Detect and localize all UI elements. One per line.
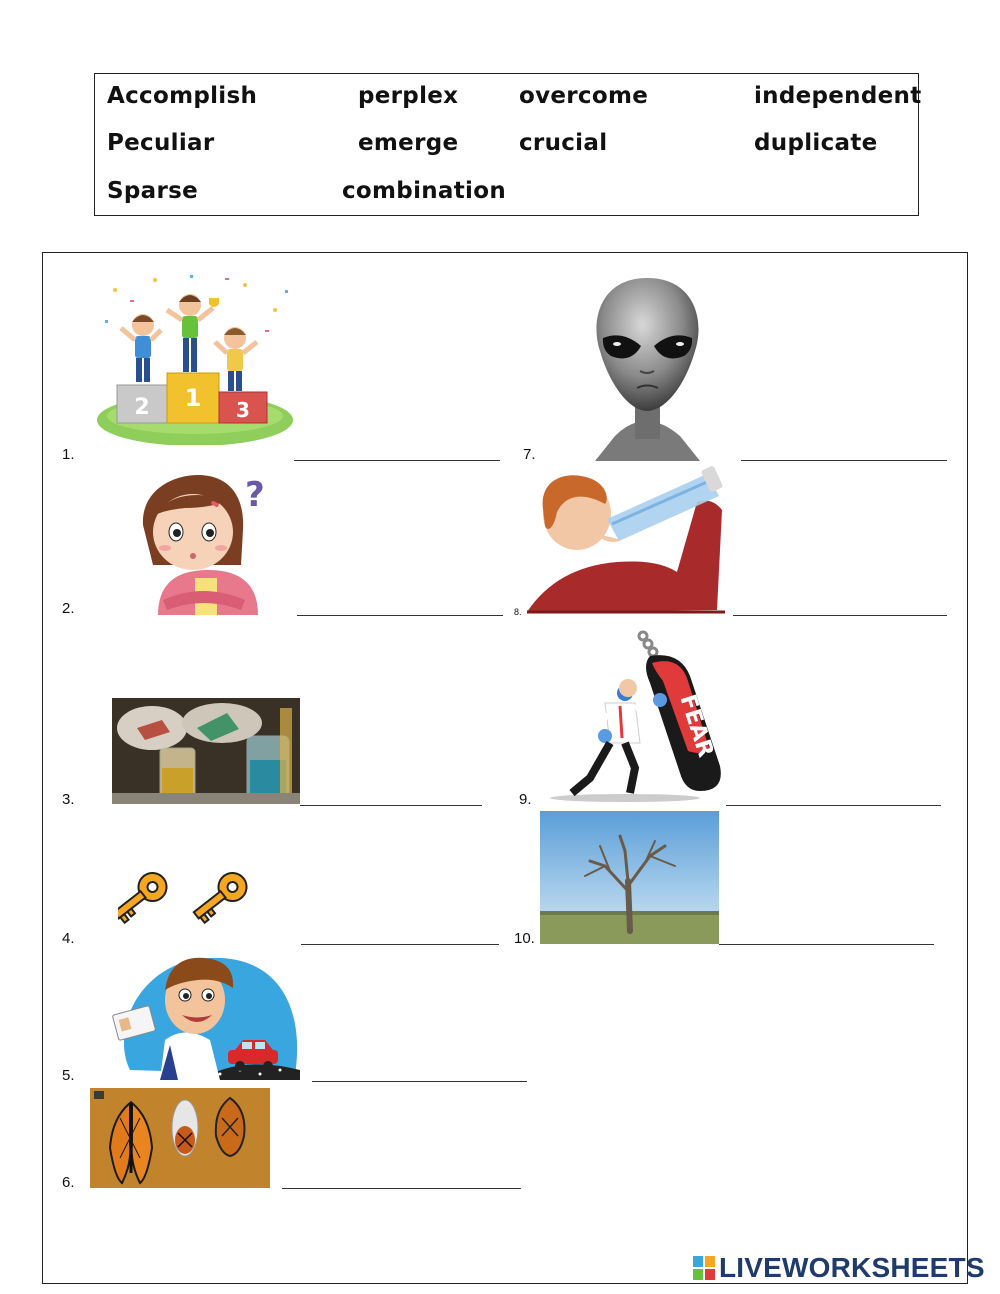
word-bank-word: perplex [358,83,459,109]
word-bank-word: independent [754,83,922,109]
picture-man-punching-fear-bag [550,628,730,803]
answer-line-8[interactable] [733,615,947,616]
word-bank-word: overcome [519,83,649,109]
picture-butterflies-emerging [90,1088,270,1188]
picture-confused-girl [133,470,278,615]
answer-line-6[interactable] [282,1188,521,1189]
item-number: 7. [523,446,536,463]
answer-line-2[interactable] [297,615,503,616]
item-number: 10. [514,930,535,947]
word-bank-word: combination [342,178,506,204]
podium-number: 3 [236,398,250,422]
item-number: 9. [519,791,532,808]
picture-two-keys [118,872,273,940]
word-bank-word: crucial [519,130,608,156]
podium-number: 2 [134,395,150,420]
item-number: 1. [62,446,75,463]
svg-text:?: ? [245,475,265,515]
answer-line-9[interactable] [726,805,941,806]
item-number: 5. [62,1067,75,1084]
answer-line-5[interactable] [312,1081,527,1082]
item-number: 6. [62,1174,75,1191]
picture-children-on-podium [95,270,295,445]
word-bank-word: emerge [358,130,459,156]
answer-line-1[interactable] [294,460,500,461]
item-number: 3. [62,791,75,808]
liveworksheets-logo [693,1252,985,1284]
word-bank [94,73,922,216]
item-number: 8. [514,607,522,617]
item-number: 4. [62,930,75,947]
podium-number: 1 [184,384,202,412]
logo-mark-icon [693,1256,715,1280]
answer-line-4[interactable] [301,944,499,945]
answer-line-3[interactable] [300,805,482,806]
word-bank-word: Sparse [107,178,198,204]
picture-mixing-liquids [112,698,300,804]
picture-bare-tree-in-field [540,811,719,944]
word-bank-word: Peculiar [107,130,215,156]
picture-man-drinking-water [527,464,725,614]
picture-alien [585,276,710,461]
fear-bag-text: FEAR [674,691,718,761]
picture-boy-with-license-and-car [110,950,300,1080]
word-bank-word: Accomplish [107,83,258,109]
answer-line-7[interactable] [741,460,947,461]
item-number: 2. [62,600,75,617]
answer-line-10[interactable] [719,944,934,945]
word-bank-word: duplicate [754,130,878,156]
logo-text: LIVEWORKSHEETS [719,1252,985,1283]
